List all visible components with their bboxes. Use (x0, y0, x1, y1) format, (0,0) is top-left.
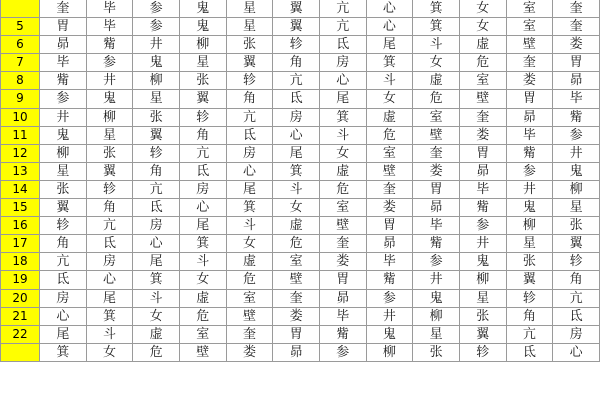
table-row (1, 108, 600, 126)
table-cell: 柳 (40, 144, 87, 162)
table-cell: 翼 (273, 18, 320, 36)
row-index-cell: 5 (1, 18, 40, 36)
table-cell: 壁 (273, 271, 320, 289)
table-cell: 奎 (366, 180, 413, 198)
table-cell: 娄 (413, 162, 460, 180)
table-cell: 井 (506, 180, 553, 198)
row-index-cell: 17 (1, 235, 40, 253)
table-cell: 鬼 (133, 54, 180, 72)
table-cell: 壁 (179, 343, 226, 361)
table-cell: 心 (319, 72, 366, 90)
table-cell: 昴 (366, 235, 413, 253)
table-cell: 柳 (413, 307, 460, 325)
table-cell: 亢 (226, 108, 273, 126)
table-cell: 危 (179, 307, 226, 325)
table-cell: 亢 (506, 325, 553, 343)
table-cell: 参 (506, 162, 553, 180)
table-cell: 星 (413, 325, 460, 343)
table-cell: 娄 (553, 36, 600, 54)
table-cell: 星 (459, 289, 506, 307)
table-cell: 危 (273, 235, 320, 253)
table-cell: 胃 (319, 271, 366, 289)
table-cell: 胃 (506, 90, 553, 108)
table-cell: 危 (319, 180, 366, 198)
row-index-cell: 14 (1, 180, 40, 198)
table-cell: 房 (40, 289, 87, 307)
table-cell: 奎 (413, 144, 460, 162)
table-cell: 氐 (133, 199, 180, 217)
table-cell: 翼 (86, 162, 133, 180)
table-cell: 壁 (319, 217, 366, 235)
table-cell: 氐 (40, 271, 87, 289)
table-cell: 女 (179, 271, 226, 289)
table-cell: 毕 (553, 90, 600, 108)
table-cell: 鬼 (40, 126, 87, 144)
table-cell: 尾 (273, 144, 320, 162)
table-row (1, 162, 600, 180)
table-cell: 鬼 (179, 0, 226, 18)
table-cell: 氐 (553, 307, 600, 325)
table-cell: 室 (273, 253, 320, 271)
row-index-cell (1, 343, 40, 361)
table-cell: 井 (133, 36, 180, 54)
table-cell: 壁 (506, 36, 553, 54)
table-cell: 房 (553, 325, 600, 343)
table-cell: 井 (553, 144, 600, 162)
table-cell: 箕 (86, 307, 133, 325)
table-cell: 女 (459, 18, 506, 36)
table-row (1, 217, 600, 235)
row-index-cell: 11 (1, 126, 40, 144)
row-index-cell: 9 (1, 90, 40, 108)
table-cell: 轸 (506, 289, 553, 307)
table-cell: 柳 (459, 271, 506, 289)
table-cell: 角 (506, 307, 553, 325)
table-cell: 翼 (273, 0, 320, 18)
table-cell: 斗 (133, 289, 180, 307)
table-cell: 箕 (319, 108, 366, 126)
table-cell: 亢 (319, 0, 366, 18)
table-cell: 心 (133, 235, 180, 253)
table-cell: 氐 (86, 235, 133, 253)
table-cell: 胃 (413, 180, 460, 198)
table-cell: 奎 (226, 325, 273, 343)
table-cell: 虚 (413, 72, 460, 90)
table-cell: 室 (226, 289, 273, 307)
table-row (1, 199, 600, 217)
table-row (1, 0, 600, 18)
table-row (1, 18, 600, 36)
table-cell: 翼 (506, 271, 553, 289)
table-cell: 觜 (40, 72, 87, 90)
row-index-cell: 12 (1, 144, 40, 162)
table-cell: 心 (366, 18, 413, 36)
table-row (1, 307, 600, 325)
table-cell: 参 (133, 18, 180, 36)
table-cell: 昴 (459, 162, 506, 180)
table-cell: 井 (86, 72, 133, 90)
table-cell: 张 (40, 180, 87, 198)
table-cell: 觜 (86, 36, 133, 54)
table-cell: 参 (366, 289, 413, 307)
table-cell: 箕 (273, 162, 320, 180)
table-cell: 斗 (273, 180, 320, 198)
table-cell: 亢 (179, 144, 226, 162)
table-cell: 柳 (86, 108, 133, 126)
table-cell: 张 (413, 343, 460, 361)
table-cell: 昴 (319, 289, 366, 307)
table-row (1, 180, 600, 198)
table-row (1, 126, 600, 144)
table-cell: 虚 (133, 325, 180, 343)
table-cell: 虚 (459, 36, 506, 54)
table-cell: 尾 (86, 289, 133, 307)
table-cell: 室 (506, 18, 553, 36)
table-cell: 星 (506, 235, 553, 253)
table-cell: 氐 (506, 343, 553, 361)
table-cell: 女 (133, 307, 180, 325)
table-row (1, 54, 600, 72)
table-cell: 轸 (133, 144, 180, 162)
table-cell: 心 (553, 343, 600, 361)
table-cell: 危 (133, 343, 180, 361)
table-cell: 柳 (366, 343, 413, 361)
table-cell: 尾 (179, 217, 226, 235)
table-cell: 鬼 (413, 289, 460, 307)
table-cell: 奎 (506, 54, 553, 72)
table-cell: 角 (273, 54, 320, 72)
table-cell: 房 (133, 217, 180, 235)
table-cell: 角 (553, 271, 600, 289)
table-cell: 翼 (133, 126, 180, 144)
table-cell: 女 (366, 90, 413, 108)
table-cell: 鬼 (366, 325, 413, 343)
table-cell: 轸 (40, 217, 87, 235)
table-cell: 箕 (413, 0, 460, 18)
table-cell: 室 (319, 199, 366, 217)
table-cell: 参 (553, 126, 600, 144)
table-cell: 昴 (553, 72, 600, 90)
table-cell: 斗 (319, 126, 366, 144)
table-cell: 觜 (366, 271, 413, 289)
table-cell: 毕 (319, 307, 366, 325)
table-cell: 娄 (273, 307, 320, 325)
table-cell: 斗 (366, 72, 413, 90)
table-cell: 尾 (133, 253, 180, 271)
table-cell: 星 (226, 18, 273, 36)
table-cell: 房 (179, 180, 226, 198)
table-cell: 轸 (226, 72, 273, 90)
row-index-cell: 19 (1, 271, 40, 289)
table-cell: 昴 (273, 343, 320, 361)
table-cell: 室 (413, 108, 460, 126)
table-cell: 毕 (366, 253, 413, 271)
row-index-cell: 7 (1, 54, 40, 72)
table-cell: 室 (179, 325, 226, 343)
table-cell: 娄 (459, 126, 506, 144)
table-cell: 角 (40, 235, 87, 253)
table-cell: 亢 (86, 217, 133, 235)
row-index-cell: 20 (1, 289, 40, 307)
table-cell: 昴 (413, 199, 460, 217)
table-cell: 张 (459, 307, 506, 325)
table-cell: 娄 (366, 199, 413, 217)
table-cell: 虚 (366, 108, 413, 126)
row-index-cell: 6 (1, 36, 40, 54)
table-cell: 女 (459, 0, 506, 18)
table-row (1, 325, 600, 343)
table-cell: 亢 (273, 72, 320, 90)
table-cell: 虚 (179, 289, 226, 307)
table-cell: 毕 (86, 18, 133, 36)
table-cell: 娄 (226, 343, 273, 361)
table-cell: 女 (226, 235, 273, 253)
table-cell: 星 (133, 90, 180, 108)
table-cell: 毕 (413, 217, 460, 235)
table-cell: 女 (273, 199, 320, 217)
table-cell: 星 (553, 199, 600, 217)
row-index-cell: 22 (1, 325, 40, 343)
table-cell: 星 (40, 162, 87, 180)
row-index-cell: 8 (1, 72, 40, 90)
table-cell: 翼 (553, 235, 600, 253)
table-cell: 毕 (40, 54, 87, 72)
table-cell: 娄 (319, 253, 366, 271)
table-cell: 翼 (179, 90, 226, 108)
table-cell: 胃 (553, 54, 600, 72)
table-cell: 角 (179, 126, 226, 144)
table-cell: 井 (413, 271, 460, 289)
row-index-cell: 13 (1, 162, 40, 180)
row-index-cell: 16 (1, 217, 40, 235)
table-cell: 奎 (553, 0, 600, 18)
table-cell: 轸 (179, 108, 226, 126)
table-cell: 参 (40, 90, 87, 108)
table-row (1, 36, 600, 54)
table-cell: 觜 (553, 108, 600, 126)
table-cell: 毕 (459, 180, 506, 198)
table-cell: 张 (86, 144, 133, 162)
table-cell: 毕 (86, 0, 133, 18)
table-row (1, 235, 600, 253)
row-index-cell: 21 (1, 307, 40, 325)
table-cell: 鬼 (179, 18, 226, 36)
table-cell: 轸 (553, 253, 600, 271)
table-cell: 亢 (133, 180, 180, 198)
table-cell: 柳 (133, 72, 180, 90)
table-cell: 翼 (226, 54, 273, 72)
table-cell: 虚 (319, 162, 366, 180)
table-cell: 女 (319, 144, 366, 162)
table-cell: 参 (459, 217, 506, 235)
table-cell: 觜 (459, 199, 506, 217)
table-cell: 壁 (413, 126, 460, 144)
table-cell: 井 (366, 307, 413, 325)
table-cell: 房 (226, 144, 273, 162)
table-cell: 斗 (179, 253, 226, 271)
table-cell: 箕 (40, 343, 87, 361)
table-cell: 箕 (366, 54, 413, 72)
table-cell: 娄 (506, 72, 553, 90)
table-cell: 尾 (226, 180, 273, 198)
table-cell: 鬼 (553, 162, 600, 180)
table-cell: 尾 (319, 90, 366, 108)
table-row (1, 271, 600, 289)
table-cell: 觜 (506, 144, 553, 162)
table-cell: 箕 (413, 18, 460, 36)
table-cell: 壁 (226, 307, 273, 325)
table-cell: 亢 (40, 253, 87, 271)
table-cell: 昴 (40, 36, 87, 54)
table-cell: 张 (226, 36, 273, 54)
table-cell: 室 (459, 72, 506, 90)
table-cell: 张 (506, 253, 553, 271)
table-cell: 参 (86, 54, 133, 72)
table-cell: 氐 (226, 126, 273, 144)
table-cell: 心 (226, 162, 273, 180)
table-cell: 胃 (40, 18, 87, 36)
table-cell: 房 (273, 108, 320, 126)
table-cell: 鬼 (459, 253, 506, 271)
table-cell: 星 (226, 0, 273, 18)
table-cell: 女 (413, 54, 460, 72)
table-row (1, 72, 600, 90)
table-cell: 轸 (459, 343, 506, 361)
table-cell: 觜 (319, 325, 366, 343)
table-row (1, 343, 600, 361)
table-cell: 危 (226, 271, 273, 289)
table-cell: 昴 (506, 108, 553, 126)
table-cell: 星 (86, 126, 133, 144)
table-cell: 胃 (273, 325, 320, 343)
table-row (1, 253, 600, 271)
table-cell: 箕 (179, 235, 226, 253)
table-cell: 毕 (506, 126, 553, 144)
table-cell: 奎 (459, 108, 506, 126)
table-cell: 参 (413, 253, 460, 271)
table-cell: 箕 (133, 271, 180, 289)
table-cell: 虚 (226, 253, 273, 271)
table-cell: 危 (459, 54, 506, 72)
table-cell: 张 (133, 108, 180, 126)
table-cell: 斗 (86, 325, 133, 343)
table-cell: 井 (459, 235, 506, 253)
table-cell: 心 (86, 271, 133, 289)
table-cell: 奎 (553, 18, 600, 36)
table-cell: 斗 (226, 217, 273, 235)
table-cell: 鬼 (506, 199, 553, 217)
table-cell: 房 (86, 253, 133, 271)
table-cell: 参 (133, 0, 180, 18)
table-row (1, 90, 600, 108)
row-index-cell: 15 (1, 199, 40, 217)
table-cell: 张 (179, 72, 226, 90)
table-row (1, 289, 600, 307)
row-index-cell: 18 (1, 253, 40, 271)
table-cell: 柳 (506, 217, 553, 235)
table-cell: 角 (133, 162, 180, 180)
table-cell: 星 (179, 54, 226, 72)
table-cell: 氐 (273, 90, 320, 108)
table-cell: 虚 (273, 217, 320, 235)
table-cell: 鬼 (86, 90, 133, 108)
table-cell: 柳 (179, 36, 226, 54)
table-cell: 尾 (40, 325, 87, 343)
table-cell: 角 (226, 90, 273, 108)
table-cell: 心 (273, 126, 320, 144)
table-cell: 亢 (553, 289, 600, 307)
table-cell: 井 (40, 108, 87, 126)
table-cell: 壁 (366, 162, 413, 180)
table-cell: 奎 (273, 289, 320, 307)
table-cell: 角 (86, 199, 133, 217)
table-cell: 氐 (179, 162, 226, 180)
table-cell: 参 (319, 343, 366, 361)
table-cell: 心 (179, 199, 226, 217)
table-cell: 轸 (273, 36, 320, 54)
row-index-cell: 10 (1, 108, 40, 126)
table-cell: 斗 (413, 36, 460, 54)
table-cell: 奎 (319, 235, 366, 253)
table-cell: 翼 (40, 199, 87, 217)
table-cell: 翼 (459, 325, 506, 343)
table-cell: 胃 (459, 144, 506, 162)
table-cell: 柳 (553, 180, 600, 198)
table-cell: 尾 (366, 36, 413, 54)
table-cell: 箕 (226, 199, 273, 217)
table-cell: 亢 (319, 18, 366, 36)
table-cell: 轸 (86, 180, 133, 198)
table-cell: 危 (366, 126, 413, 144)
table-body (1, 0, 600, 361)
table-cell: 壁 (459, 90, 506, 108)
table-cell: 室 (366, 144, 413, 162)
table-cell: 奎 (40, 0, 87, 18)
table-cell: 女 (86, 343, 133, 361)
table-cell: 心 (366, 0, 413, 18)
table-cell: 房 (319, 54, 366, 72)
table-cell: 危 (413, 90, 460, 108)
table-cell: 室 (506, 0, 553, 18)
table-cell: 张 (553, 217, 600, 235)
table-cell: 觜 (413, 235, 460, 253)
table-cell: 胃 (366, 217, 413, 235)
table-row (1, 144, 600, 162)
table-cell: 氐 (319, 36, 366, 54)
table-cell: 心 (40, 307, 87, 325)
row-index-cell (1, 0, 40, 18)
